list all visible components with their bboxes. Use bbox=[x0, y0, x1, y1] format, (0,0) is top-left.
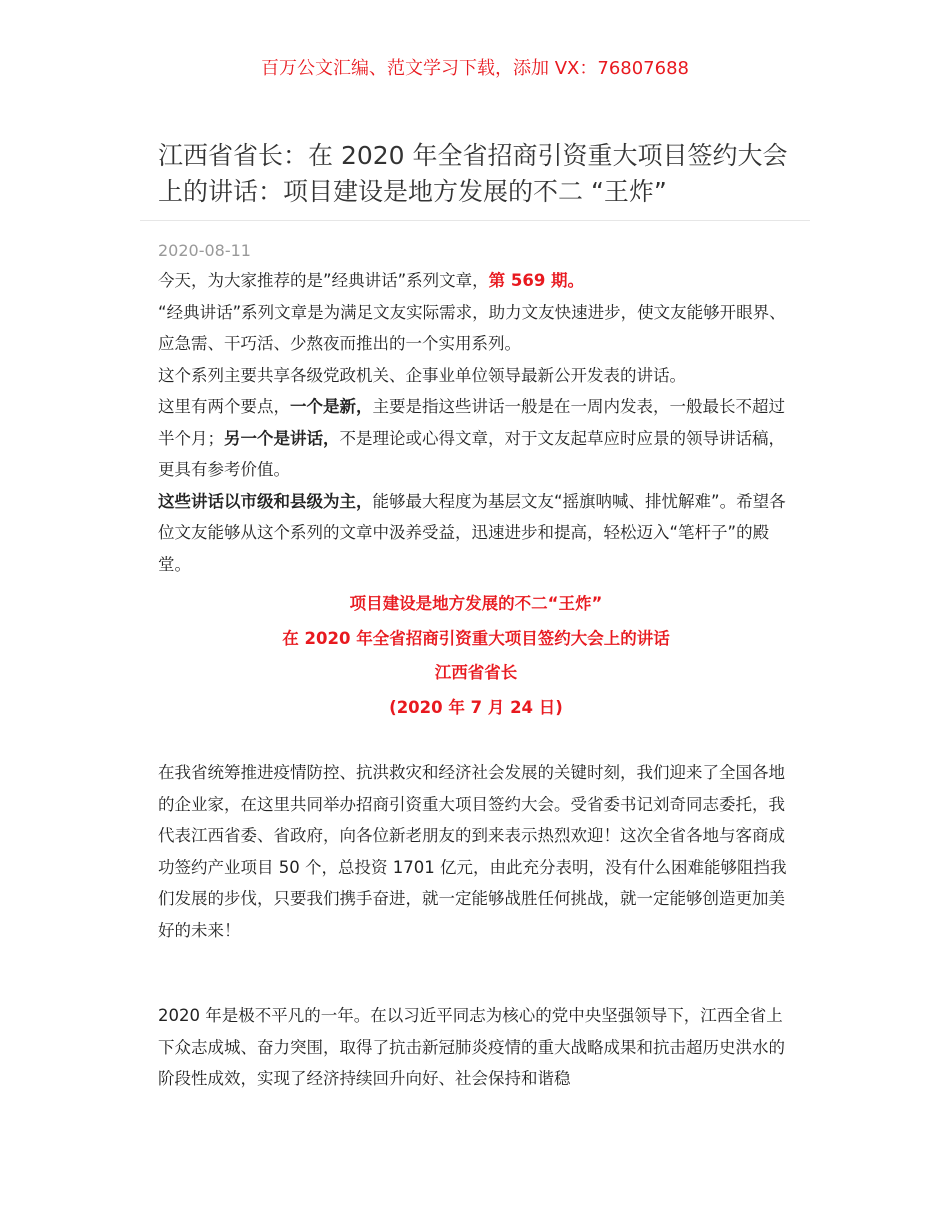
paragraph-text: 在我省统筹推进疫情防控、抗洪救灾和经济社会发展的关键时刻，我们迎来了全国各地的企业家，在这里共同举办招商引资重大项目签约大会。受省委书记刘奇同志委托，我代表江西省委、省政府，向各位新老朋友的到来表示热烈欢迎！这次全省各地与客商成功签约产业项目 50 个，总投资 1701 亿元，由此充分表明，没有什么困难能够阻挡我们发展的步伐，只要我们携手奋进，就一定能够战胜任何挑战，就一定能够创造更加美好的未来！ bbox=[158, 763, 787, 940]
intro-text: 不是理论或心得文章，对于文友起草应时应景的领导讲话稿，更具有参考价值。 bbox=[158, 428, 785, 479]
intro-text: 今天，为大家推荐的是” bbox=[158, 271, 332, 290]
issue-number: 第 569 期。 bbox=[488, 271, 585, 290]
speech-date: (2020 年 7 月 24 日) bbox=[389, 697, 563, 717]
point-speech: 另一个是讲话， bbox=[224, 428, 340, 448]
intro-text: 能够最大程度为基层文友“摇旗呐喊、排忧解难”。希望各位文友能够从这个系列的文章中汲养受益，迅速进步和提高，轻松迈入“笔杆子”的殿堂。 bbox=[158, 491, 786, 574]
intro-text: ”系列文章， bbox=[397, 271, 489, 290]
level-highlight: 这些讲话以市级和县级为主， bbox=[158, 491, 373, 511]
intro-section bbox=[158, 265, 794, 580]
intro-text: “ bbox=[158, 302, 167, 322]
series-name: 经典讲话 bbox=[331, 271, 398, 290]
speech-speaker: 江西省省长 bbox=[434, 663, 518, 682]
paragraph-text: 2020 年是极不平凡的一年。在以习近平同志为核心的党中央坚强领导下，江西全省上下众志成城、奋力突围，取得了抗击新冠肺炎疫情的重大战略成果和抗击超历史洪水的阶段性成效，实现了经济持续回升向好、社会保持和谐稳 bbox=[158, 1006, 785, 1088]
speech-headline: 项目建设是地方发展的不二“王炸” bbox=[349, 594, 603, 613]
speech-paragraph-2 bbox=[158, 1000, 794, 1095]
intro-line-purpose bbox=[158, 297, 794, 360]
promo-banner: 百万公文汇编、范文学习下载，添加 VX：76807688 bbox=[261, 58, 689, 79]
point-new: 一个是新， bbox=[290, 397, 373, 416]
intro-line-level bbox=[158, 486, 794, 581]
publish-date: 2020-08-11 bbox=[158, 241, 251, 260]
intro-text: ”系列文章是为满足文友实际需求，助力文友快速进步，使文友能够开眼界、应急需、干巧活、少熬夜而推出的一个实用系列。 bbox=[158, 302, 786, 353]
intro-text: 这里有两个要点， bbox=[158, 397, 290, 416]
title-divider bbox=[140, 220, 810, 221]
intro-text: 主要是指这些讲话一般是在一周内发表，一般最长不超过半个月； bbox=[158, 397, 785, 448]
article-title: 江西省省长：在 2020 年全省招商引资重大项目签约大会上的讲话：项目建设是地方发展的不二 “王炸” bbox=[158, 141, 788, 206]
intro-line-issue bbox=[158, 265, 794, 297]
speech-header bbox=[158, 587, 794, 725]
intro-line-scope: 这个系列主要共享各级党政机关、企事业单位领导最新公开发表的讲话。 bbox=[158, 365, 686, 385]
speech-paragraph-1 bbox=[158, 757, 794, 946]
intro-line-points bbox=[158, 391, 794, 486]
series-name: 经典讲话 bbox=[166, 302, 233, 322]
speech-subtitle: 在 2020 年全省招商引资重大项目签约大会上的讲话 bbox=[282, 628, 670, 648]
